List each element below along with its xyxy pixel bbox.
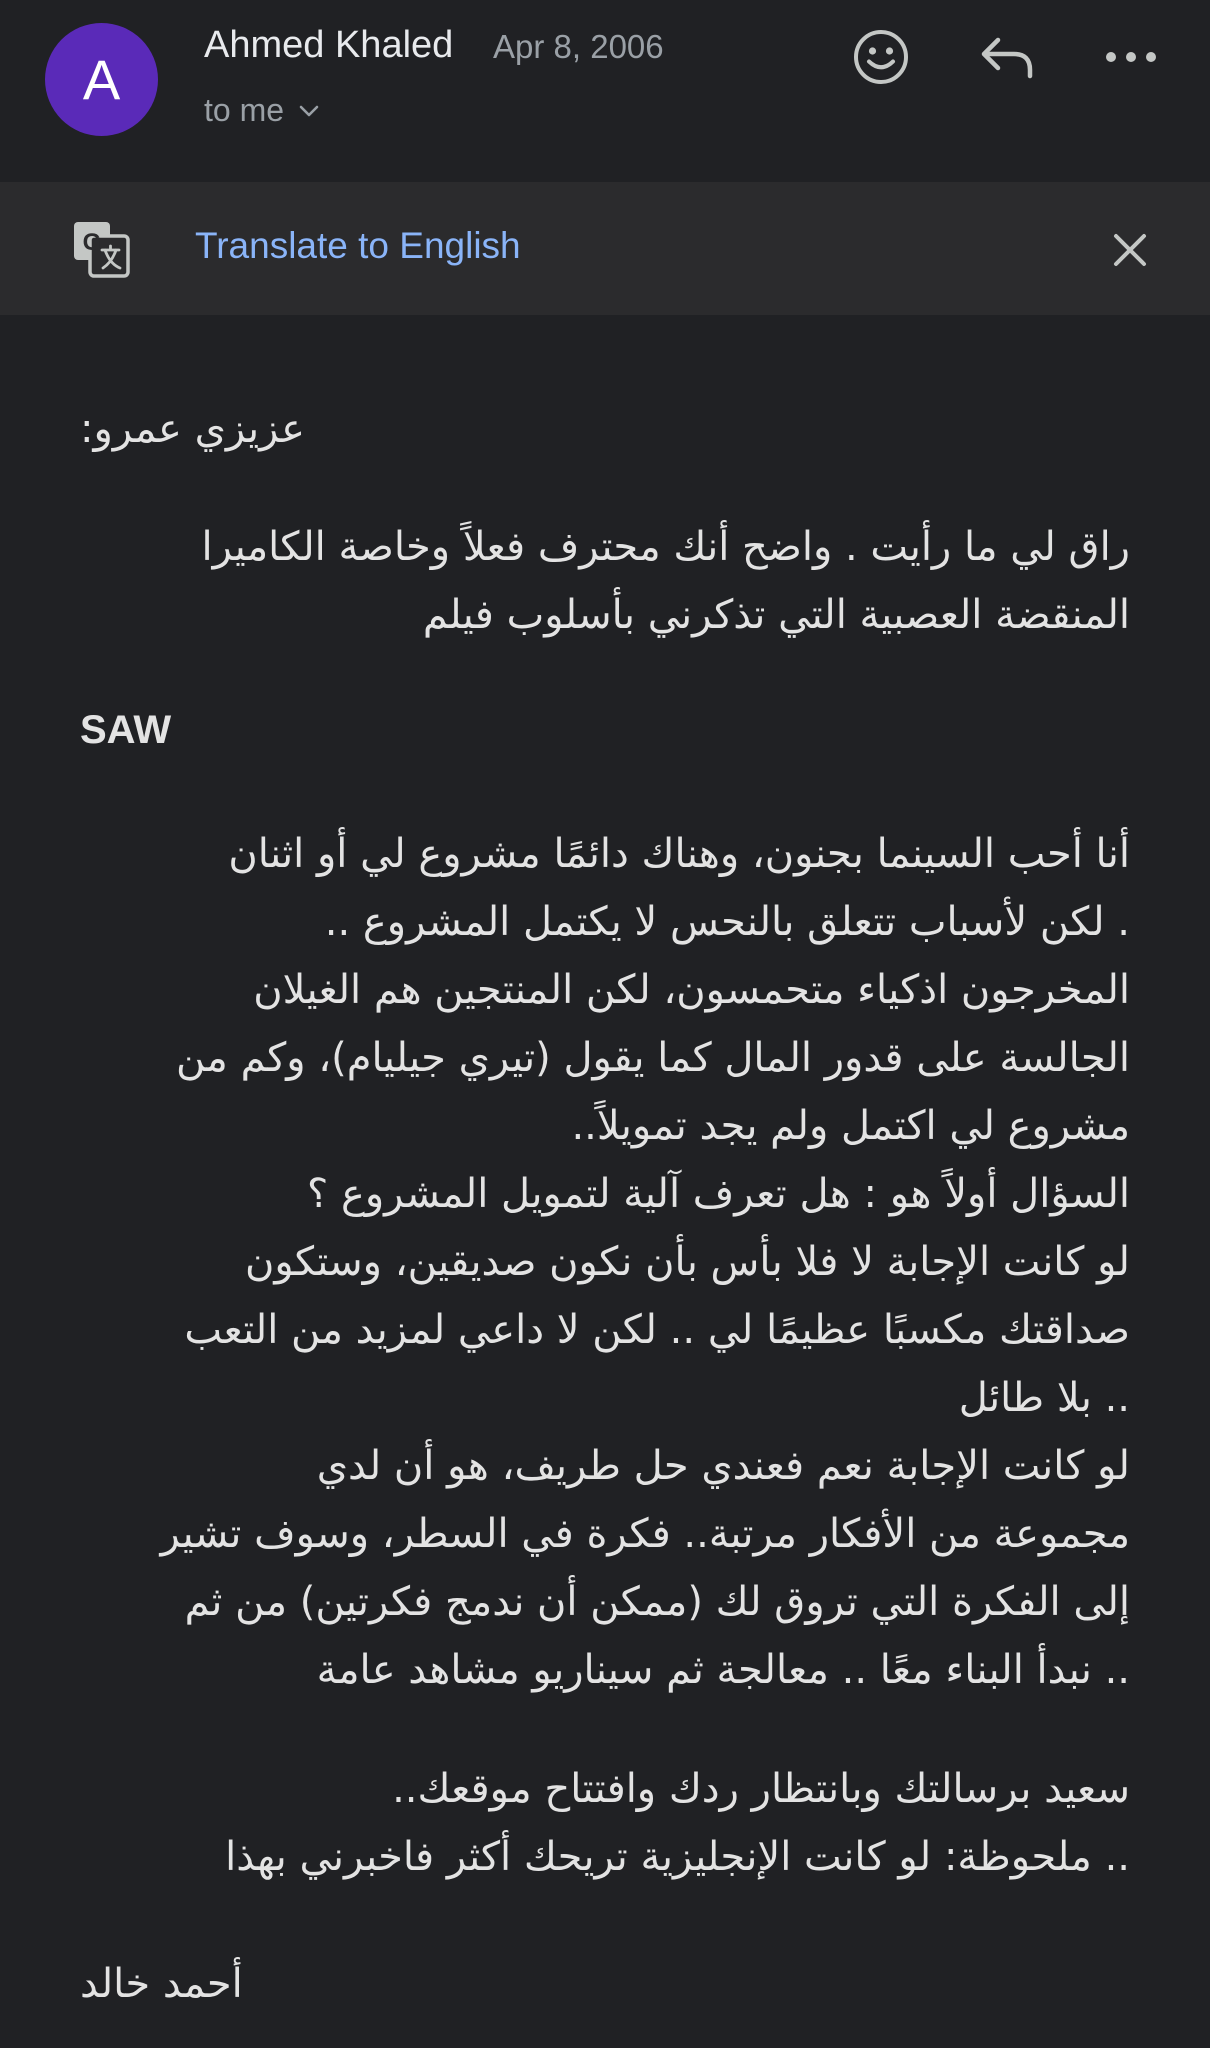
sender-name[interactable]: Ahmed Khaled — [204, 24, 454, 66]
signature-line: أحمد خالد — [80, 1961, 243, 2007]
reply-icon — [978, 32, 1036, 82]
body-line: أنا أحب السينما بجنون، وهناك دائمًا مشروع لي أو اثنان — [228, 831, 1130, 877]
body-line: إلى الفكرة التي تروق لك (ممكن أن ندمج فكرتين) من ثم — [184, 1579, 1130, 1625]
add-reaction-button[interactable] — [846, 22, 916, 92]
recipient-label: to me — [204, 92, 285, 128]
email-header — [0, 0, 1210, 180]
body-line: .. نبدأ البناء معًا .. معالجة ثم سيناريو مشاهد عامة — [316, 1647, 1130, 1693]
svg-text:G: G — [82, 229, 102, 256]
body-line: لو كانت الإجابة لا فلا بأس بأن نكون صديقين، وستكون — [244, 1239, 1130, 1285]
body-line: المنقضة العصبية التي تذكرني بأسلوب فيلم — [422, 592, 1130, 638]
body-line: مجموعة من الأفكار مرتبة.. فكرة في السطر، وسوف تشير — [160, 1511, 1130, 1557]
body-line: السؤال أولاً هو : هل تعرف آلية لتمويل المشروع ؟ — [307, 1171, 1130, 1217]
message-signature — [80, 1950, 1130, 2018]
body-line: المخرجون اذكياء متحمسون، لكن المنتجين هم الغيلان — [253, 967, 1130, 1013]
more-icon — [1104, 49, 1158, 65]
more-options-button[interactable] — [1096, 22, 1166, 92]
body-line: .. ملحوظة: لو كانت الإنجليزية تريحك أكثر فاخبرني بهذا — [225, 1834, 1130, 1880]
translate-icon — [72, 220, 130, 278]
translate-bar — [0, 182, 1210, 315]
email-date: Apr 8, 2006 — [493, 28, 664, 65]
message-greeting — [80, 395, 1130, 463]
emoji-icon — [852, 28, 910, 86]
body-line: الجالسة على قدور المال كما يقول (تيري جيليام)، وكم من — [175, 1035, 1130, 1081]
film-name: SAW — [80, 708, 172, 752]
recipient-details-toggle[interactable] — [204, 92, 320, 129]
greeting-line: عزيزي عمرو: — [80, 406, 306, 452]
body-line: مشروع لي اكتمل ولم يجد تمويلاً.. — [571, 1103, 1130, 1149]
close-translate-button[interactable] — [1100, 220, 1160, 280]
translate-link[interactable]: Translate to English — [195, 225, 521, 266]
chevron-down-icon — [298, 104, 320, 118]
body-line: . لكن لأسباب تتعلق بالنحس لا يكتمل المشروع .. — [324, 899, 1130, 945]
body-line: صداقتك مكسبًا عظيمًا لي .. لكن لا داعي لمزيد من التعب — [184, 1307, 1130, 1353]
body-line: لو كانت الإجابة نعم فعندي حل طريف، هو أن لدي — [316, 1443, 1130, 1489]
avatar[interactable]: A — [45, 23, 158, 136]
close-icon — [1112, 232, 1148, 268]
reply-button[interactable] — [972, 22, 1042, 92]
message-paragraph-3 — [80, 1755, 1130, 1891]
body-line: .. بلا طائل — [958, 1375, 1130, 1421]
body-line: راق لي ما رأيت . واضح أنك محترف فعلاً وخاصة الكاميرا — [201, 524, 1130, 570]
body-line: سعيد برسالتك وبانتظار ردك وافتتاح موقعك.. — [392, 1766, 1130, 1812]
message-paragraph-2 — [80, 820, 1130, 1704]
message-paragraph-1 — [80, 513, 1130, 649]
